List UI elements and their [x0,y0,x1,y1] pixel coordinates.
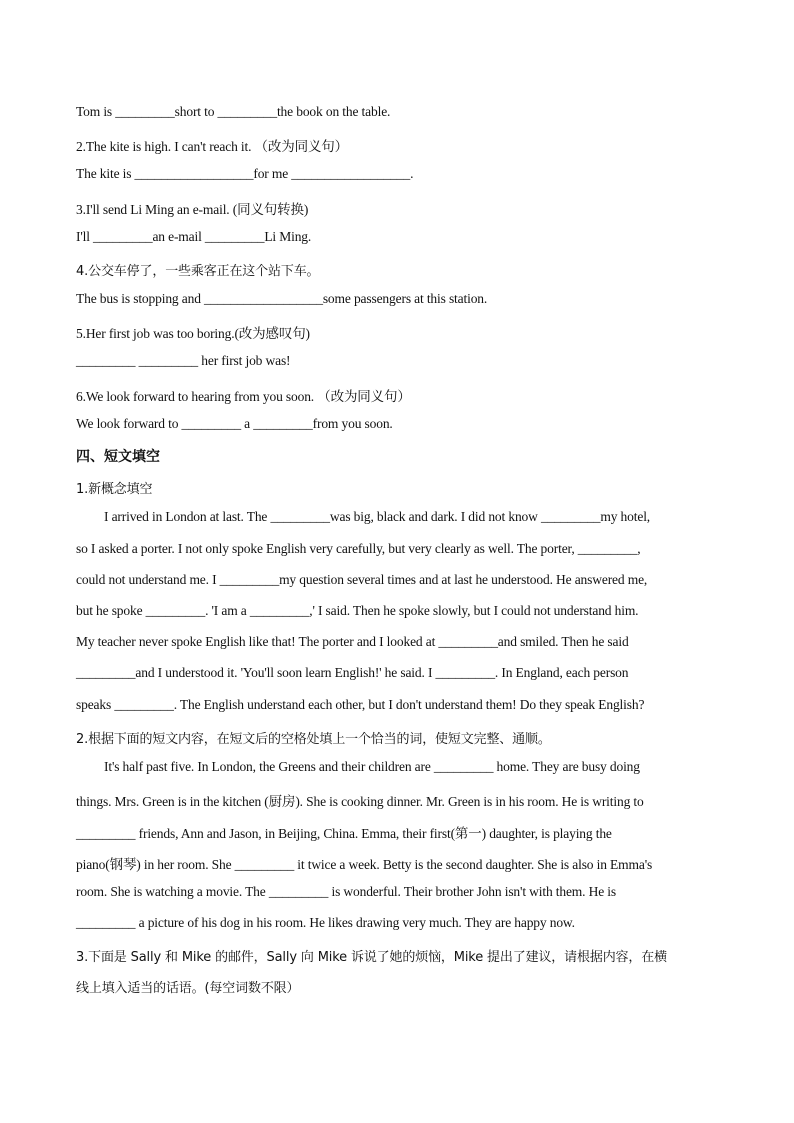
text-line: _________ _________ her first job was! [76,353,291,368]
passage-line: but he spoke _________. 'I am a _________,' I said. Then he spoke slowly, but I could not understand him. [76,603,639,618]
text-line: We look forward to _________ a _________from you soon. [76,416,393,431]
text-line: Tom is _________short to _________the book on the table. [76,104,391,119]
passage-line: could not understand me. I _________my question several times and at last he understood. He answered me, [76,572,648,587]
question-3: 3.I'll send Li Ming an e-mail. (同义句转换) [76,202,309,217]
subsection-title: 2.根据下面的短文内容，在短文后的空格处填上一个恰当的词，使短文完整、通顺。 [76,732,551,747]
text-line: The kite is __________________for me __________________. [76,166,414,181]
passage-line: My teacher never spoke English like that! The porter and I looked at _________and smiled. Then he said [76,634,629,649]
passage-line: It's half past five. In London, the Greens and their children are _________ home. They are busy doing [104,759,640,774]
text-line: The bus is stopping and __________________some passengers at this station. [76,291,488,306]
passage-line: _________and I understood it. 'You'll soon learn English!' he said. I _________. In England, each person [76,665,629,680]
subsection-title: 线上填入适当的话语。(每空词数不限） [76,981,300,996]
subsection-title: 3.下面是 Sally 和 Mike 的邮件，Sally 向 Mike 诉说了她的烦恼，Mike 提出了建议，请根据内容，在横 [76,950,667,965]
passage-line: I arrived in London at last. The _________was big, black and dark. I did not know _________my hotel, [104,509,651,524]
subsection-title: 1.新概念填空 [76,482,153,497]
question-4: 4.公交车停了，一些乘客正在这个站下车。 [76,264,320,279]
question-5: 5.Her first job was too boring.(改为感叹句) [76,326,310,341]
passage-line: piano(钢琴) in her room. She _________ it twice a week. Betty is the second daughter. She is also in Emma's [76,857,653,872]
passage-line: so I asked a porter. I not only spoke English very carefully, but very clearly as well. The porter, _________, [76,541,641,556]
section-heading: 四、短文填空 [76,449,160,465]
passage-line: room. She is watching a movie. The _________ is wonderful. Their brother John isn't with them. He is [76,884,616,899]
passage-line: _________ friends, Ann and Jason, in Beijing, China. Emma, their first(第一) daughter, is playing the [76,826,612,841]
question-6: 6.We look forward to hearing from you soon. （改为同义句） [76,389,411,404]
text-line: I'll _________an e-mail _________Li Ming. [76,229,312,244]
passage-line: things. Mrs. Green is in the kitchen (厨房). She is cooking dinner. Mr. Green is in his room. He is writing to [76,794,644,809]
passage-line: speaks _________. The English understand each other, but I don't understand them! Do they speak English? [76,697,645,712]
question-2: 2.The kite is high. I can't reach it. （改为同义句） [76,139,348,154]
passage-line: _________ a picture of his dog in his room. He likes drawing very much. They are happy now. [76,915,575,930]
